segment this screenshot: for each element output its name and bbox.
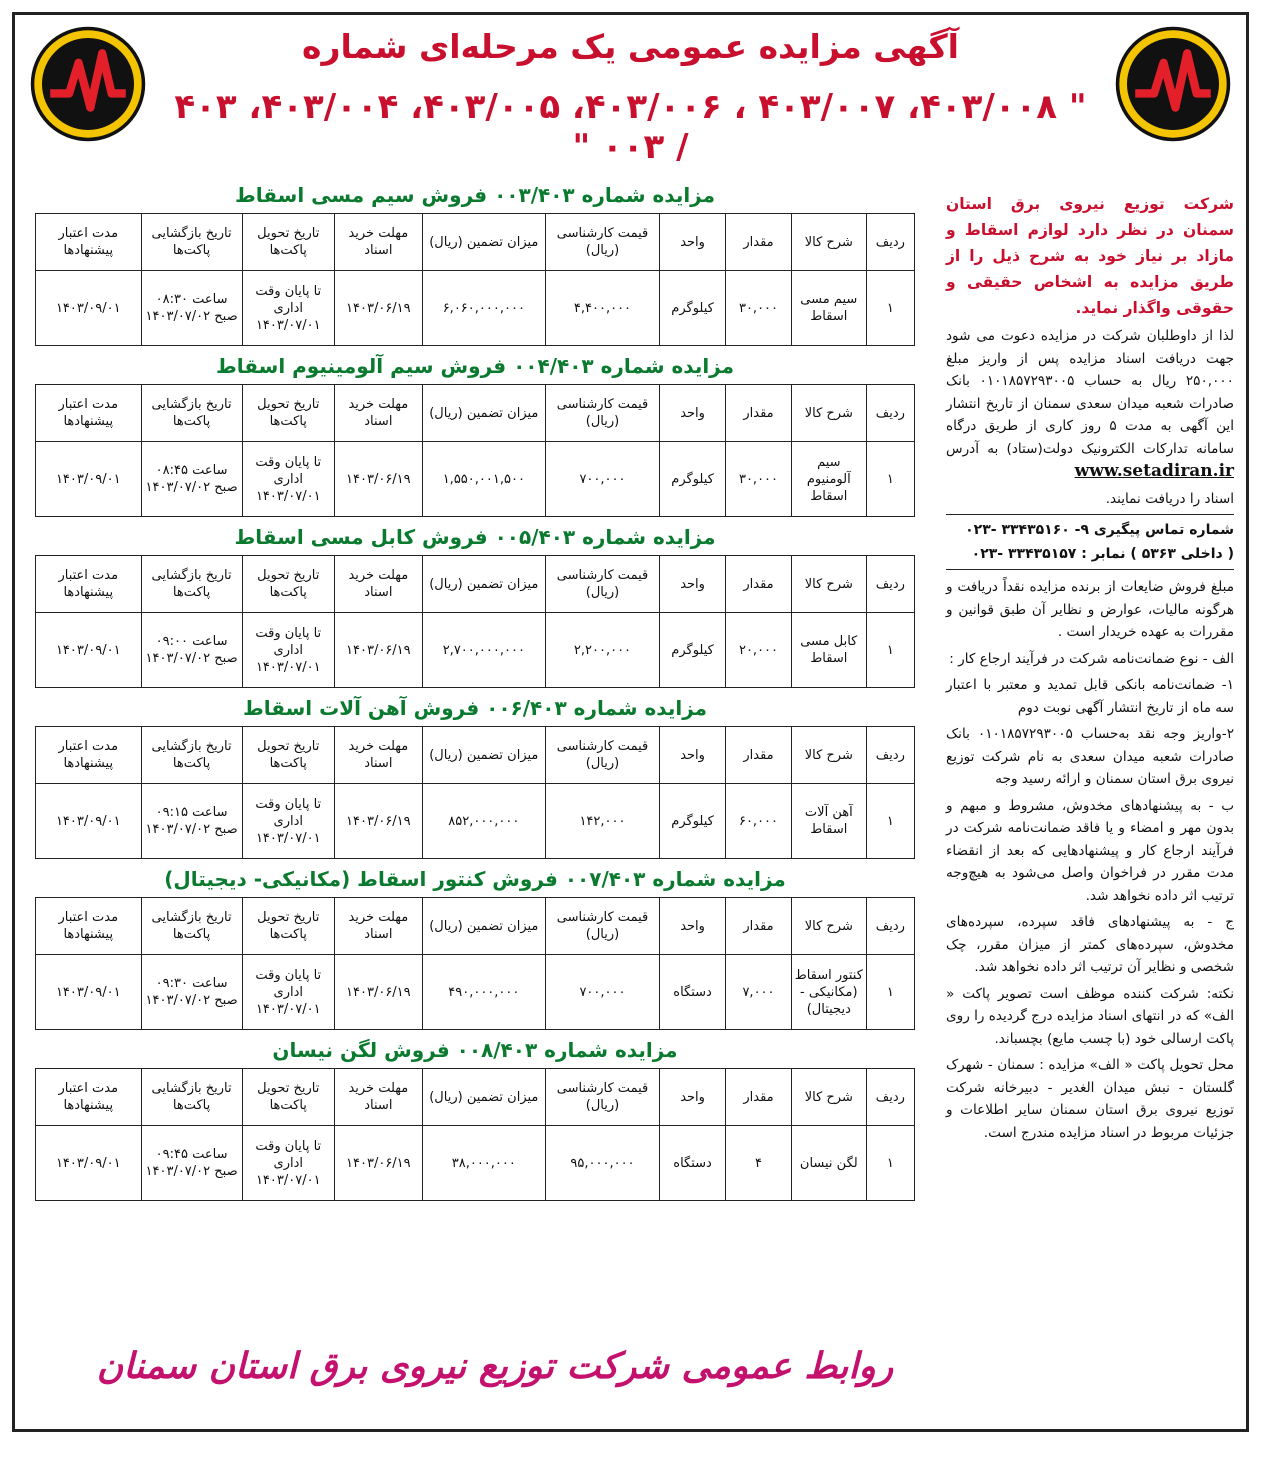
cell-delivery: تا پایان وقت اداری ۱۴۰۳/۰۷/۰۱ (242, 955, 334, 1030)
cell-price: ۷۰۰,۰۰۰ (545, 955, 659, 1030)
cell-guarantee: ۳۸,۰۰۰,۰۰۰ (422, 1126, 545, 1201)
fees-text: مبلغ فروش ضایعات از برنده مزایده نقداً دریافت و هرگونه مالیات، عوارض و نظایر آن طبق قوانین و مقررات به عهده خریدار است . (946, 579, 1234, 640)
cell-purchase-deadline: ۱۴۰۳/۰۶/۱۹ (334, 1126, 422, 1201)
header-delivery: تاریخ تحویل پاکت‌ها (242, 556, 334, 613)
table-header-row (36, 898, 915, 955)
header-opening: تاریخ بازگشایی پاکت‌ها (141, 898, 242, 955)
header-unit: واحد (660, 214, 726, 271)
clause-alef: الف - نوع ضمانت‌نامه شرکت در فرآیند ارجاع کار : (949, 650, 1234, 667)
cell-opening: ساعت ۰۹:۱۵ صبح ۱۴۰۳/۰۷/۰۲ (141, 784, 242, 859)
cell-delivery: تا پایان وقت اداری ۱۴۰۳/۰۷/۰۱ (242, 613, 334, 688)
cell-unit: کیلوگرم (660, 271, 726, 346)
table-header-row (36, 214, 915, 271)
cell-qty: ۳۰,۰۰۰ (726, 442, 792, 517)
terms-column (946, 191, 1234, 1148)
header-index: ردیف (866, 1069, 914, 1126)
header-unit: واحد (660, 385, 726, 442)
header-price: قیمت کارشناسی (ریال) (545, 556, 659, 613)
table-row (36, 784, 915, 859)
cell-opening: ساعت ۰۹:۳۰ صبح ۱۴۰۳/۰۷/۰۲ (141, 955, 242, 1030)
contact-phone: شماره تماس پیگیری ۹- ۳۳۴۳۵۱۶۰ -۰۲۳ (965, 522, 1234, 538)
header-qty: مقدار (726, 898, 792, 955)
table-row (36, 613, 915, 688)
clause-be: ب - به پیشنهادهای مخدوش، مشروط و مبهم و بدون مهر و امضاء و یا فاقد ضمانت‌نامه شرکت در فرآیند ارجاع کار و پیشنهادهایی که بعد از انقضاء مدت مقرر در فراخوان واصل می‌شود به هیچ‌وجه ترتیب اثر داده نخواهد شد. (946, 797, 1234, 904)
cell-guarantee: ۶,۰۶۰,۰۰۰,۰۰۰ (422, 271, 545, 346)
cell-opening: ساعت ۰۹:۴۵ صبح ۱۴۰۳/۰۷/۰۲ (141, 1126, 242, 1201)
cell-purchase-deadline: ۱۴۰۳/۰۶/۱۹ (334, 955, 422, 1030)
header-item: شرح کالا (791, 898, 866, 955)
cell-unit: دستگاه (660, 955, 726, 1030)
header-qty: مقدار (726, 727, 792, 784)
header-opening: تاریخ بازگشایی پاکت‌ها (141, 214, 242, 271)
cell-delivery: تا پایان وقت اداری ۱۴۰۳/۰۷/۰۱ (242, 1126, 334, 1201)
cell-unit: کیلوگرم (660, 613, 726, 688)
header-qty: مقدار (726, 214, 792, 271)
cell-purchase-deadline: ۱۴۰۳/۰۶/۱۹ (334, 442, 422, 517)
cell-purchase-deadline: ۱۴۰۳/۰۶/۱۹ (334, 784, 422, 859)
auction-numbers: " ۴۰۳/۰۰۸، ۴۰۳/۰۰۷ ، ۴۰۳/۰۰۶، ۴۰۳/۰۰۵، ۴۰۳/۰۰۴، ۴۰۳ / ۰۰۳ " (174, 87, 1087, 167)
header-validity: مدت اعتبار پیشنهادها (36, 1069, 142, 1126)
cell-validity: ۱۴۰۳/۰۹/۰۱ (36, 784, 142, 859)
invite-text: لذا از داوطلبان شرکت در مزایده دعوت می شود جهت دریافت اسناد مزایده پس از واریز مبلغ ۲۵۰,۰۰۰ ریال به حساب ۰۱۰۱۸۵۷۲۹۳۰۰۵ بانک صادرات شعبه میدان سعدی سمنان از تاریخ انتشار این آگهی به مدت ۵ روز کاری از طریق درگاه سامانه تدارکات الکترونیک دولت(ستاد) به آدرس www.setadiran.ir (946, 328, 1234, 481)
cell-guarantee: ۸۵۲,۰۰۰,۰۰۰ (422, 784, 545, 859)
auction-title: مزایده شماره ۰۰۷/۴۰۳ فروش کنتور اسقاط (مکانیکی- دیجیتال) (164, 867, 786, 891)
cell-validity: ۱۴۰۳/۰۹/۰۱ (36, 1126, 142, 1201)
cell-unit: کیلوگرم (660, 442, 726, 517)
cell-index: ۱ (866, 442, 914, 517)
header-index: ردیف (866, 214, 914, 271)
electric-company-logo-icon (1114, 25, 1232, 143)
cell-index: ۱ (866, 784, 914, 859)
electric-company-logo-icon (29, 25, 147, 143)
header-purchase-deadline: مهلت خرید اسناد (334, 1069, 422, 1126)
cell-qty: ۷,۰۰۰ (726, 955, 792, 1030)
cell-opening: ساعت ۰۹:۰۰ صبح ۱۴۰۳/۰۷/۰۲ (141, 613, 242, 688)
auction-table (35, 213, 915, 346)
intro-text: شرکت توزیع نیروی برق استان سمنان در نظر دارد لوازم اسقاط و مازاد بر نیاز خود به شرح ذیل را از طریق مزایده به اشخاص حقیقی و حقوقی واگذار نماید. (946, 195, 1234, 317)
cell-validity: ۱۴۰۳/۰۹/۰۱ (36, 955, 142, 1030)
table-header-row (36, 1069, 915, 1126)
cell-item: کنتور اسقاط (مکانیکی - دیجیتال) (791, 955, 866, 1030)
clause-alef-2: ۲-واریز وجه نقد به‌حساب ۰۱۰۱۸۵۷۲۹۳۰۰۵ بانک صادرات شعبه میدان سعدی به نام شرکت توزیع نیروی برق استان سمنان و ارائه رسید وجه (946, 726, 1234, 787)
cell-guarantee: ۴۹۰,۰۰۰,۰۰۰ (422, 955, 545, 1030)
auction-title: مزایده شماره ۰۰۴/۴۰۳ فروش سیم آلومینیوم اسقاط (215, 354, 735, 378)
auction-title: مزایده شماره ۰۰۳/۴۰۳ فروش سیم مسی اسقاط (234, 183, 716, 207)
header-opening: تاریخ بازگشایی پاکت‌ها (141, 385, 242, 442)
auction-title: مزایده شماره ۰۰۶/۴۰۳ فروش آهن آلات اسقاط (242, 696, 708, 720)
header-guarantee: میزان تضمین (ریال) (422, 385, 545, 442)
header-delivery: تاریخ تحویل پاکت‌ها (242, 385, 334, 442)
header-delivery: تاریخ تحویل پاکت‌ها (242, 727, 334, 784)
auction-table (35, 555, 915, 688)
header-opening: تاریخ بازگشایی پاکت‌ها (141, 727, 242, 784)
cell-qty: ۴ (726, 1126, 792, 1201)
header-purchase-deadline: مهلت خرید اسناد (334, 214, 422, 271)
clause-jim: ج - به پیشنهادهای فاقد سپرده، سپرده‌های مخدوش، سپرده‌های کمتر از میزان مقرر، چک شخصی و نظایر آن ترتیب اثر داده نخواهد شد. (946, 914, 1234, 975)
header-delivery: تاریخ تحویل پاکت‌ها (242, 1069, 334, 1126)
header-index: ردیف (866, 385, 914, 442)
cell-price: ۹۵,۰۰۰,۰۰۰ (545, 1126, 659, 1201)
auction-table (35, 1068, 915, 1201)
header-qty: مقدار (726, 1069, 792, 1126)
header-unit: واحد (660, 898, 726, 955)
header-guarantee: میزان تضمین (ریال) (422, 214, 545, 271)
table-header-row (36, 556, 915, 613)
header-validity: مدت اعتبار پیشنهادها (36, 898, 142, 955)
cell-delivery: تا پایان وقت اداری ۱۴۰۳/۰۷/۰۱ (242, 442, 334, 517)
website-link[interactable]: www.setadiran.ir (1074, 461, 1234, 481)
contact-box (946, 514, 1234, 570)
cell-unit: دستگاه (660, 1126, 726, 1201)
header-item: شرح کالا (791, 385, 866, 442)
auction-title: مزایده شماره ۰۰۸/۴۰۳ فروش لگن نیسان (272, 1038, 678, 1062)
cell-index: ۱ (866, 1126, 914, 1201)
header-price: قیمت کارشناسی (ریال) (545, 214, 659, 271)
header-item: شرح کالا (791, 1069, 866, 1126)
header-guarantee: میزان تضمین (ریال) (422, 898, 545, 955)
header-purchase-deadline: مهلت خرید اسناد (334, 556, 422, 613)
cell-opening: ساعت ۰۸:۴۵ صبح ۱۴۰۳/۰۷/۰۲ (141, 442, 242, 517)
announcement-page (12, 12, 1249, 1432)
auction-006 (35, 696, 915, 859)
auction-005 (35, 525, 915, 688)
cell-purchase-deadline: ۱۴۰۳/۰۶/۱۹ (334, 613, 422, 688)
auction-007 (35, 867, 915, 1030)
auction-table (35, 897, 915, 1030)
header-delivery: تاریخ تحویل پاکت‌ها (242, 214, 334, 271)
auction-table (35, 726, 915, 859)
header-guarantee: میزان تضمین (ریال) (422, 556, 545, 613)
header-validity: مدت اعتبار پیشنهادها (36, 556, 142, 613)
cell-item: لگن نیسان (791, 1126, 866, 1201)
header-item: شرح کالا (791, 556, 866, 613)
cell-price: ۱۴۲,۰۰۰ (545, 784, 659, 859)
note-text: نکته: شرکت کننده موظف است تصویر پاکت « الف» که در انتهای اسناد مزایده درج گردیده را روی پاکت ارسالی خود (با چسب مایع) بچسباند. (946, 985, 1234, 1047)
header-index: ردیف (866, 727, 914, 784)
header-guarantee: میزان تضمین (ریال) (422, 727, 545, 784)
table-row (36, 955, 915, 1030)
cell-validity: ۱۴۰۳/۰۹/۰۱ (36, 613, 142, 688)
cell-guarantee: ۱,۵۵۰,۰۰۱,۵۰۰ (422, 442, 545, 517)
header-purchase-deadline: مهلت خرید اسناد (334, 727, 422, 784)
header-unit: واحد (660, 556, 726, 613)
public-relations-signature: روابط عمومی شرکت توزیع نیروی برق استان سمنان (96, 1345, 894, 1387)
contact-fax: ( داخلی ۵۳۶۳ ) نمابر : ۳۳۴۳۵۱۵۷ -۰۲۳ (971, 546, 1234, 562)
cell-validity: ۱۴۰۳/۰۹/۰۱ (36, 442, 142, 517)
header-price: قیمت کارشناسی (ریال) (545, 898, 659, 955)
cell-qty: ۳۰,۰۰۰ (726, 271, 792, 346)
table-row (36, 271, 915, 346)
table-row (36, 442, 915, 517)
header-unit: واحد (660, 727, 726, 784)
header-qty: مقدار (726, 385, 792, 442)
auction-008 (35, 1038, 915, 1201)
cell-unit: کیلوگرم (660, 784, 726, 859)
auction-table (35, 384, 915, 517)
delivery-location-text: محل تحویل پاکت « الف» مزایده : سمنان - شهرک گلستان - نبش میدان الغدیر - دبیرخانه شرکت توزیع نیروی برق استان سمنان سایر اطلاعات و جزئیات مربوط در اسناد مزایده مندرج است. (946, 1057, 1234, 1141)
cell-validity: ۱۴۰۳/۰۹/۰۱ (36, 271, 142, 346)
header-price: قیمت کارشناسی (ریال) (545, 385, 659, 442)
header-validity: مدت اعتبار پیشنهادها (36, 727, 142, 784)
table-header-row (36, 727, 915, 784)
cell-price: ۲,۲۰۰,۰۰۰ (545, 613, 659, 688)
cell-index: ۱ (866, 613, 914, 688)
cell-qty: ۲۰,۰۰۰ (726, 613, 792, 688)
cell-opening: ساعت ۰۸:۳۰ صبح ۱۴۰۳/۰۷/۰۲ (141, 271, 242, 346)
header-delivery: تاریخ تحویل پاکت‌ها (242, 898, 334, 955)
cell-item: سیم مسی اسقاط (791, 271, 866, 346)
auction-004 (35, 354, 915, 517)
cell-item: آهن آلات اسقاط (791, 784, 866, 859)
cell-purchase-deadline: ۱۴۰۳/۰۶/۱۹ (334, 271, 422, 346)
clause-alef-1: ۱- ضمانت‌نامه بانکی قابل تمدید و معتبر با اعتبار سه ماه از تاریخ انتشار آگهی نوبت دوم (946, 677, 1234, 716)
header-purchase-deadline: مهلت خرید اسناد (334, 898, 422, 955)
header-opening: تاریخ بازگشایی پاکت‌ها (141, 1069, 242, 1126)
header-item: شرح کالا (791, 214, 866, 271)
header-price: قیمت کارشناسی (ریال) (545, 1069, 659, 1126)
header-opening: تاریخ بازگشایی پاکت‌ها (141, 556, 242, 613)
table-row (36, 1126, 915, 1201)
cell-qty: ۶۰,۰۰۰ (726, 784, 792, 859)
cell-price: ۷۰۰,۰۰۰ (545, 442, 659, 517)
cell-delivery: تا پایان وقت اداری ۱۴۰۳/۰۷/۰۱ (242, 784, 334, 859)
table-header-row (36, 385, 915, 442)
cell-item: کابل مسی اسقاط (791, 613, 866, 688)
cell-price: ۴,۴۰۰,۰۰۰ (545, 271, 659, 346)
cell-delivery: تا پایان وقت اداری ۱۴۰۳/۰۷/۰۱ (242, 271, 334, 346)
cell-index: ۱ (866, 955, 914, 1030)
header-validity: مدت اعتبار پیشنهادها (36, 385, 142, 442)
header-item: شرح کالا (791, 727, 866, 784)
cell-guarantee: ۲,۷۰۰,۰۰۰,۰۰۰ (422, 613, 545, 688)
header-guarantee: میزان تضمین (ریال) (422, 1069, 545, 1126)
cell-index: ۱ (866, 271, 914, 346)
auctions-column (35, 183, 915, 1209)
invite-end-text: اسناد را دریافت نمایند. (1105, 490, 1234, 507)
header-purchase-deadline: مهلت خرید اسناد (334, 385, 422, 442)
header-index: ردیف (866, 556, 914, 613)
header-validity: مدت اعتبار پیشنهادها (36, 214, 142, 271)
header-index: ردیف (866, 898, 914, 955)
auction-003 (35, 183, 915, 346)
header-qty: مقدار (726, 556, 792, 613)
cell-item: سیم آلومنیوم اسقاط (791, 442, 866, 517)
auction-title: مزایده شماره ۰۰۵/۴۰۳ فروش کابل مسی اسقاط (234, 525, 716, 549)
announcement-title: آگهی مزایده عمومی یک مرحله‌ای شماره (302, 27, 959, 66)
header-price: قیمت کارشناسی (ریال) (545, 727, 659, 784)
header-unit: واحد (660, 1069, 726, 1126)
